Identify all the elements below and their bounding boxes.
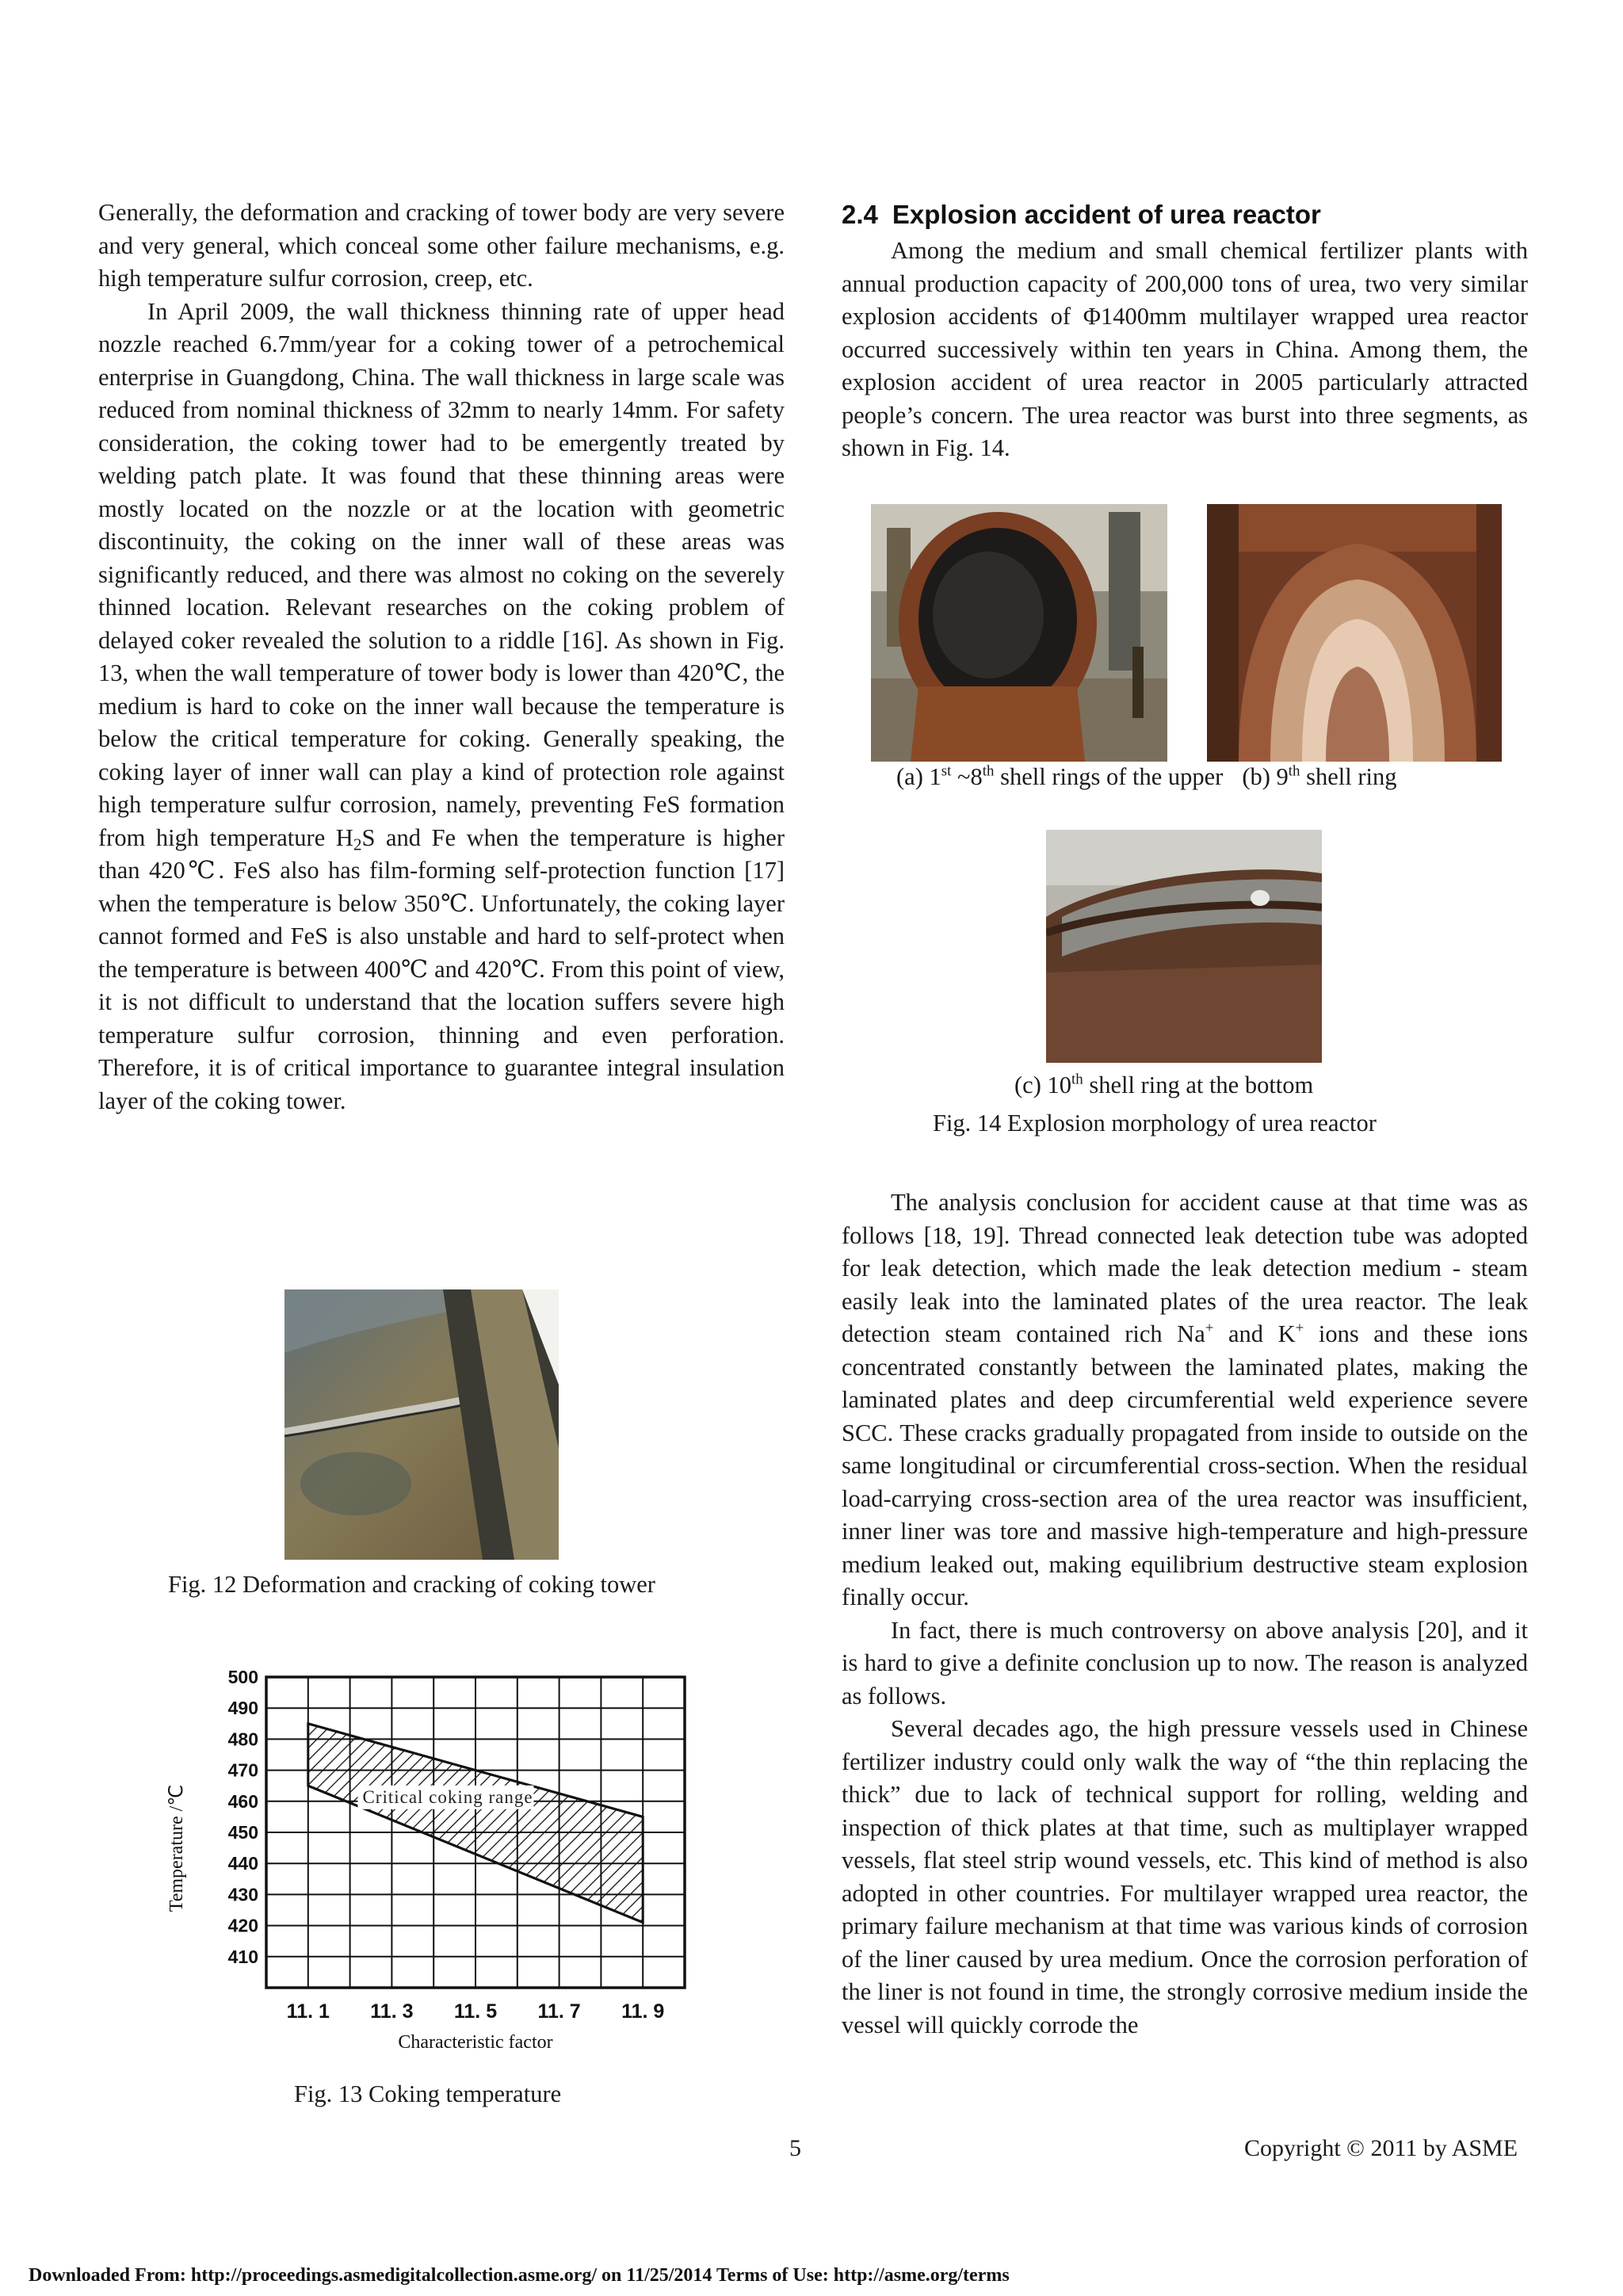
y-axis-label: Temperature /℃ — [166, 1784, 187, 1912]
right-paragraph-2-part-a: The analysis conclusion for accident cause at that time was as follows [18, 19]. Thread connected leak detection tube was adopted for leak detection, which made the leak detection medium - steam easily leak into the laminated plates of the urea reactor. The leak detection steam contained rich Na — [842, 1189, 1528, 1347]
y-tick-label: 490 — [227, 1698, 258, 1719]
right-paragraph-2-part-c: ions and these ions concentrated constantly between the laminated plates, making the laminated plates and deep circumferential weld experience severe SCC. These cracks gradually propagated from inside to outside on the same longitudinal or circumferential cross-section. When the residual load-carrying cross-section area of the urea reactor was insufficient, inner liner was tore and massive high-temperature and high-pressure medium leaked out, making equilibrium destructive steam explosion finally occur. — [842, 1320, 1528, 1610]
fig14a-photo — [871, 504, 1167, 762]
fig14b-photo — [1207, 504, 1502, 762]
x-tick-label: 11. 7 — [537, 2000, 581, 2023]
x-axis-label: Characteristic factor — [398, 2032, 553, 2053]
right-paragraph-1: Among the medium and small chemical fertilizer plants with annual production capacity of 200,000 tons of urea, two very similar explosion accidents of Φ1400mm multilayer wrapped urea reactor occurred successively within ten years in China. Among them, the explosion accident of urea reactor in 2005 particularly attracted people’s concern. The urea reactor was burst into three segments, as shown in Fig. 14. — [842, 237, 1528, 461]
x-tick-label: 11. 1 — [286, 2000, 330, 2023]
fig12-caption: Fig. 12 Deformation and cracking of coking tower — [168, 1571, 655, 1598]
fig14c-subcaption: (c) 10th shell ring at the bottom — [1014, 1071, 1314, 1098]
section-number: 2.4 — [842, 200, 878, 229]
left-column — [98, 197, 785, 1117]
annotation-label: Critical coking range — [362, 1786, 533, 1807]
right-paragraph-2-part-b: and K — [1213, 1320, 1296, 1347]
y-tick-label: 500 — [227, 1667, 258, 1687]
left-paragraph-2-part-b: S and Fe when the temperature is higher than 420℃. FeS also has film-forming self-protection function [17] when the temperature is below 350℃. Unfortunately, the coking layer cannot formed and FeS is also unstable and hard to self-protect when the temperature is between 400℃ and 420℃. From this point of view, it is not difficult to understand that the location suffers severe high temperature sulfur corrosion, thinning and even perforation. Therefore, it is of critical importance to guarantee integral insulation layer of the coking tower. — [98, 823, 785, 1114]
fig12-photo — [285, 1289, 559, 1560]
left-paragraph-1: Generally, the deformation and cracking of tower body are very severe and very general, which conceal some other failure mechanisms, e.g. high temperature sulfur corrosion, creep, etc. — [98, 199, 785, 292]
right-paragraph-2 — [842, 1186, 1528, 1614]
right-paragraph-3: In fact, there is much controversy on above analysis [20], and it is hard to give a definite conclusion up to now. The reason is analyzed as follows. — [842, 1616, 1528, 1710]
left-paragraph-2-part-a: In April 2009, the wall thickness thinning rate of upper head nozzle reached 6.7mm/year for a coking tower of a petrochemical enterprise in Guangdong, China. The wall thickness in large scale was reduced from nominal thickness of 32mm to nearly 14mm. For safety consideration, the coking tower had to be emergently treated by welding patch plate. It was found that these thinning areas were mostly located on the nozzle or at the location with geometric discontinuity, the coking on the inner wall of these areas was significantly reduced, and there was almost no coking on the severely thinned location. Relevant researches on the coking problem of delayed coker revealed the solution to a riddle [16]. As shown in Fig. 13, when the wall temperature of tower body is lower than 420℃, the medium is hard to coke on the inner wall because the temperature is below the critical temperature for coking. Generally speaking, the coking layer of inner wall can play a kind of protection role against high temperature sulfur corrosion, namely, preventing FeS formation from high temperature H — [98, 297, 785, 851]
left-paragraph-2 — [98, 296, 785, 1118]
sodium-ion-superscript: + — [1205, 1320, 1214, 1337]
right-paragraph-4: Several decades ago, the high pressure vessels used in Chinese fertilizer industry could only walk the way of “the thin replacing the thick” due to lack of technical support for rolling, welding and inspection of thick plates at that time, such as multiplayer wrapped vessels, flat steel strip wound vessels, etc. This kind of method is also adopted in other countries. For multilayer wrapped urea reactor, the primary failure mechanism at that time was various kinds of corrosion of the liner caused by urea medium. Once the corrosion perforation of the liner is not found in time, the strongly corrosive medium inside the vessel will quickly corrode the — [842, 1715, 1528, 2038]
upper-shell-rings-image — [871, 504, 1167, 762]
y-tick-label: 420 — [227, 1915, 258, 1936]
potassium-ion-superscript: + — [1295, 1320, 1304, 1337]
y-tick-label: 450 — [227, 1822, 258, 1843]
y-tick-label: 460 — [227, 1790, 258, 1812]
fig14-caption: Fig. 14 Explosion morphology of urea reactor — [933, 1110, 1377, 1137]
right-column-bottom — [842, 1186, 1528, 2042]
fig13-chart — [158, 1663, 745, 2067]
coking-tower-crack-image — [285, 1289, 559, 1560]
y-tick-label: 470 — [227, 1759, 258, 1781]
section-heading — [842, 200, 1321, 230]
y-tick-label: 440 — [227, 1853, 258, 1874]
x-tick-label: 11. 5 — [453, 2000, 498, 2023]
download-line: Downloaded From: http://proceedings.asmedigitalcollection.asme.org/ on 11/25/2014 Terms of Use: http://asme.org/terms — [29, 2265, 1010, 2286]
fig14-subcaptions-ab — [896, 761, 1396, 793]
y-tick-label: 410 — [227, 1946, 258, 1967]
right-column-top — [842, 235, 1528, 465]
x-tick-label: 11. 9 — [621, 2000, 665, 2023]
page-number: 5 — [789, 2135, 801, 2161]
coking-temperature-chart — [158, 1663, 745, 2067]
bottom-shell-ring-image — [1046, 830, 1322, 1063]
y-tick-label: 480 — [227, 1729, 258, 1750]
fig14c-photo — [1046, 830, 1322, 1063]
y-tick-label: 430 — [227, 1884, 258, 1905]
fig14a-subcaption: (a) 1st ~8th shell rings of the upper — [896, 762, 1224, 790]
copyright-notice: Copyright © 2011 by ASME — [1244, 2135, 1518, 2161]
h2s-subscript: 2 — [353, 834, 362, 854]
section-title: Explosion accident of urea reactor — [892, 200, 1321, 229]
ninth-shell-ring-image — [1207, 504, 1502, 762]
x-tick-label: 11. 3 — [370, 2000, 414, 2023]
fig13-caption: Fig. 13 Coking temperature — [294, 2080, 562, 2107]
fig14b-subcaption: (b) 9th shell ring — [1242, 762, 1397, 790]
